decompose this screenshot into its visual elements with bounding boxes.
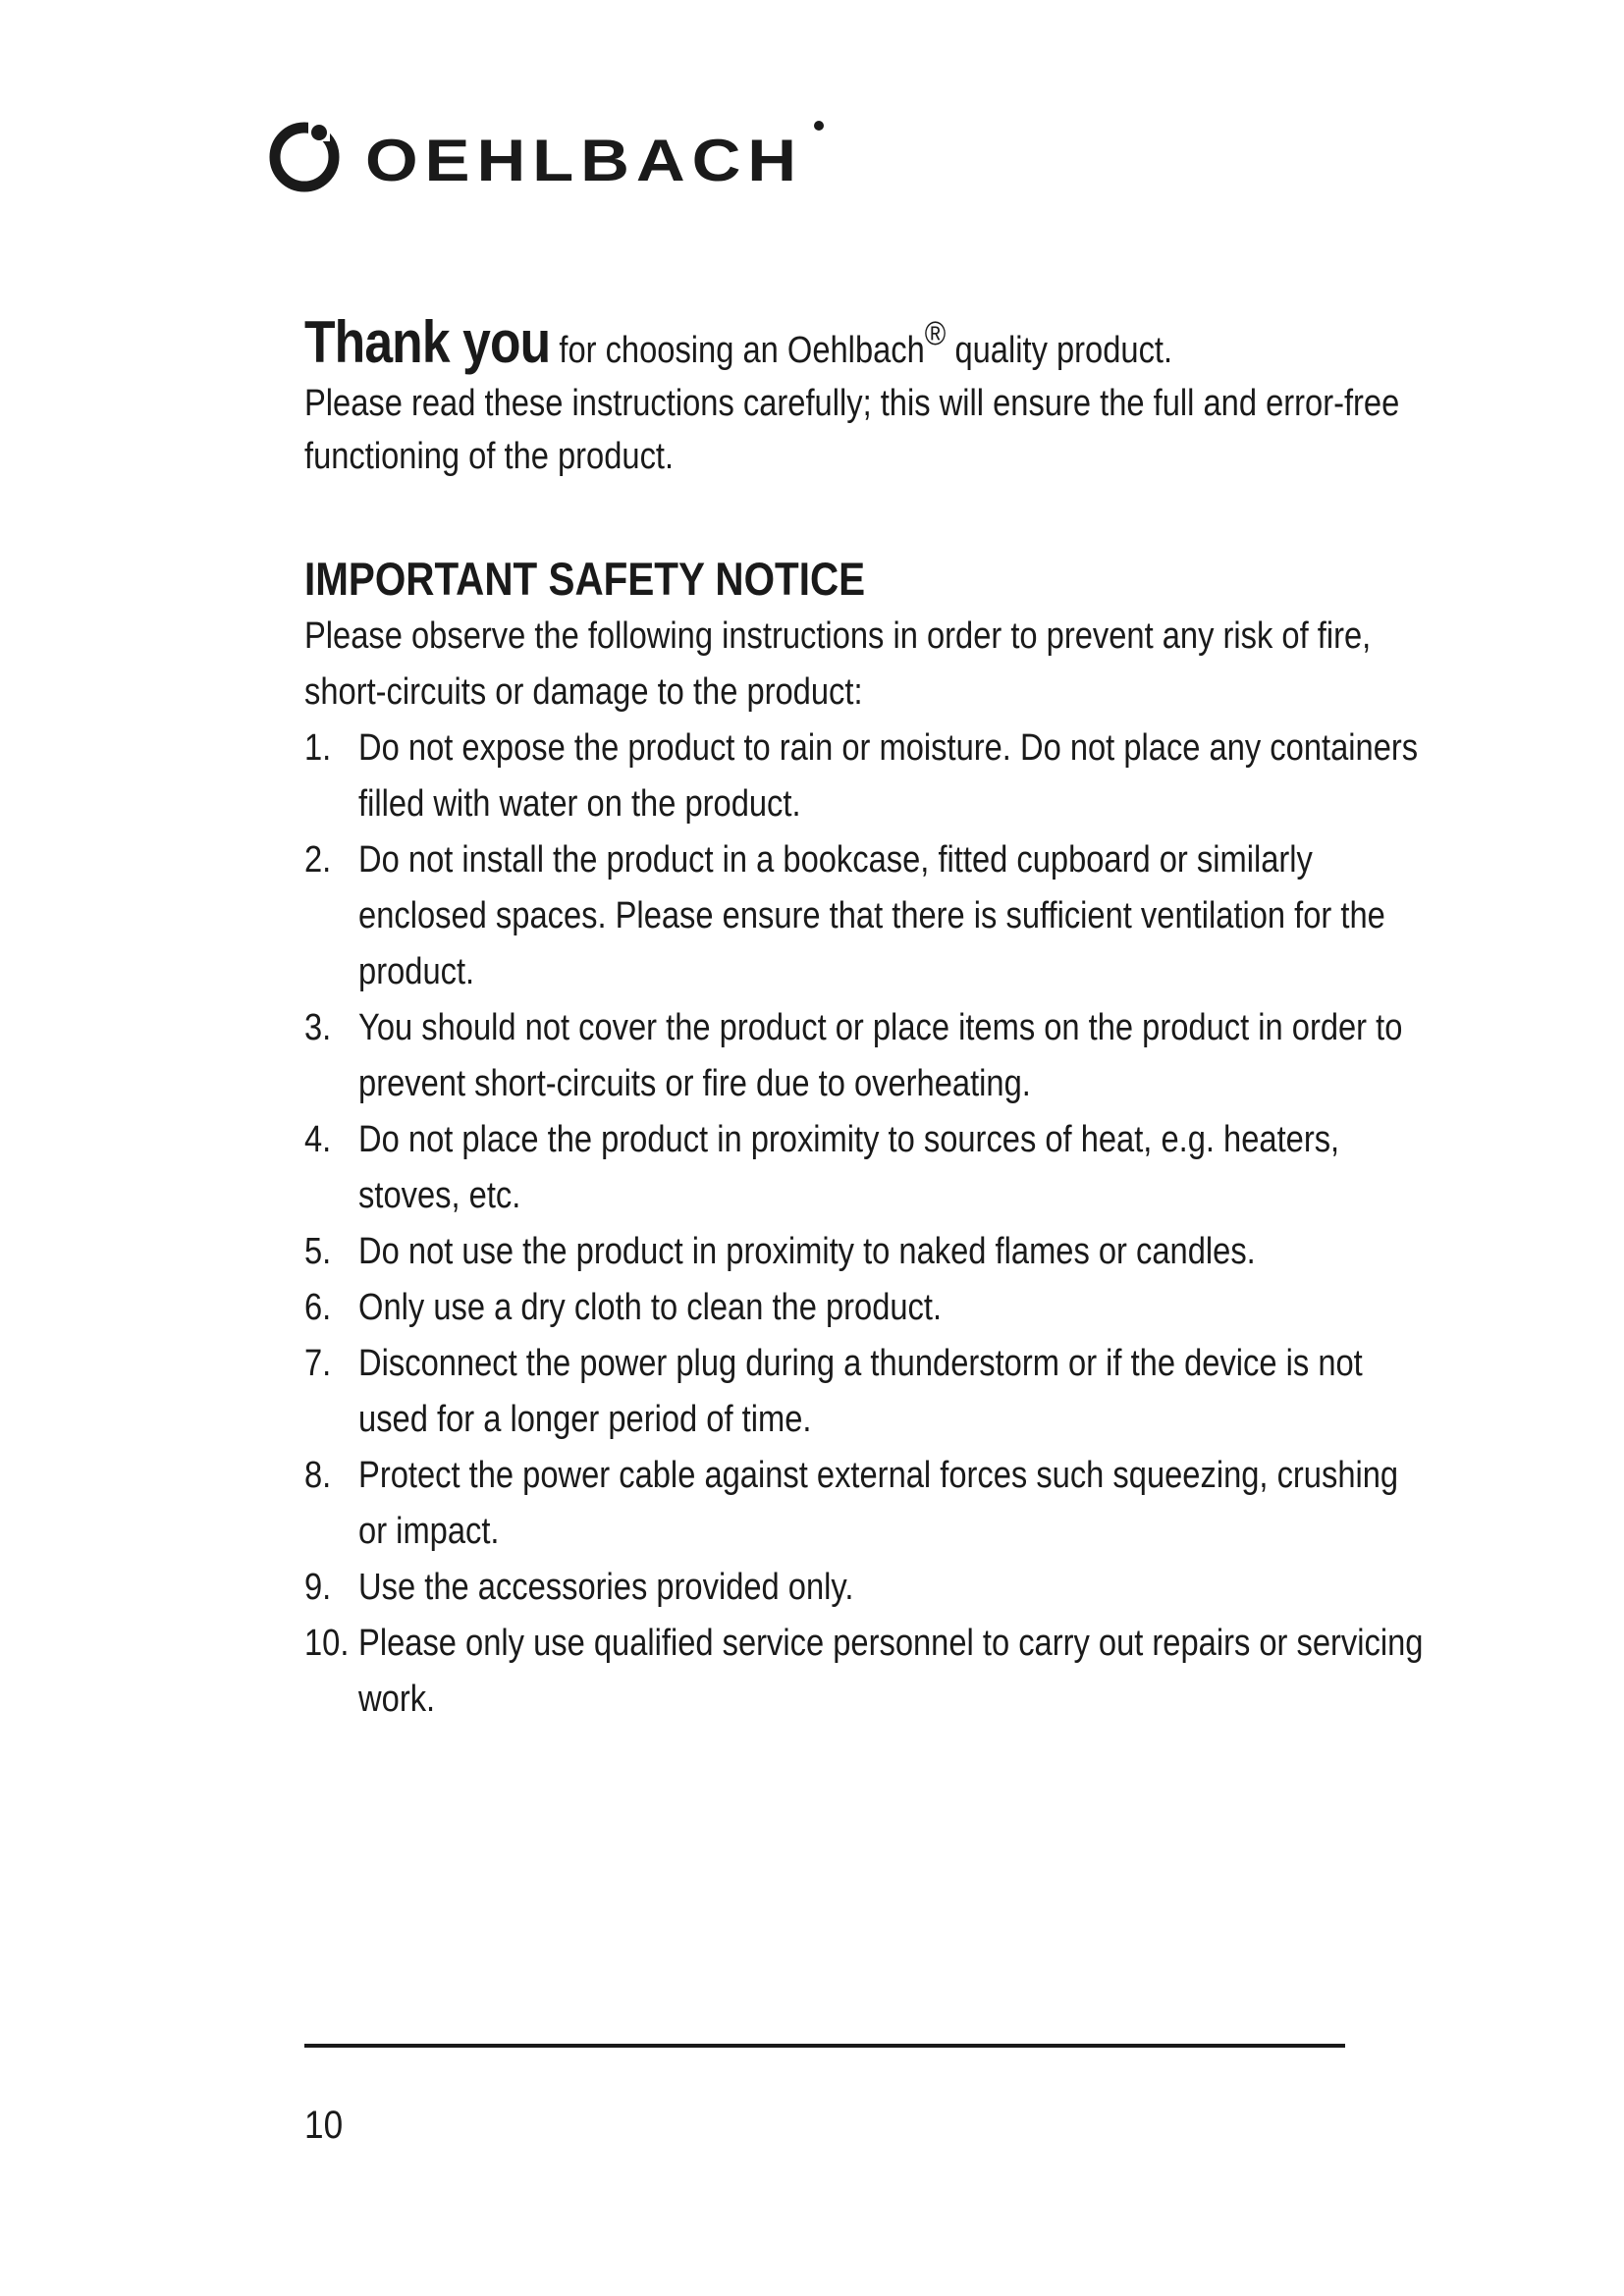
list-item-text: Do not install the product in a bookcase, fitted cupboard or similarly enclosed spaces. Please ensure that there is sufficient ventilation for the product. [358,839,1385,992]
list-item-number: 8. [304,1455,332,1496]
list-item [304,1616,1425,1728]
footer-divider [304,2044,1345,2048]
oehlbach-logo [265,116,835,194]
list-item-number: 3. [304,1007,332,1048]
brand-wordmark: OEHLBACH [365,128,803,193]
list-item-number: 4. [304,1119,332,1160]
list-item [304,1224,1425,1280]
list-item [304,832,1425,1000]
main-content [304,309,1424,1728]
list-item-number: 9. [304,1567,332,1608]
list-item-number: 7. [304,1343,332,1384]
thank-you-heading: Thank you [304,309,551,375]
list-item [304,1000,1425,1112]
list-item-text: Disconnect the power plug during a thunderstorm or if the device is not used for a longer period of time. [358,1343,1363,1440]
registered-mark: ® [924,315,947,352]
list-item-text: Do not place the product in proximity to sources of heat, e.g. heaters, stoves, etc. [358,1119,1340,1216]
registered-dot [814,121,824,131]
intro-line1-post: quality product. [946,330,1173,371]
safety-notice-title: IMPORTANT SAFETY NOTICE [304,553,866,605]
list-item-number: 10. [304,1623,350,1664]
list-item-text: Do not use the product in proximity to naked flames or candles. [358,1231,1256,1272]
list-item-number: 2. [304,839,332,881]
list-item [304,1336,1425,1448]
list-item-number: 5. [304,1231,332,1272]
list-item [304,721,1425,832]
intro-paragraph [304,309,1425,483]
list-item-number: 1. [304,727,332,769]
intro-body: Please read these instructions carefully; this will ensure the full and error-free functioning of the product. [304,383,1400,477]
list-item [304,1448,1425,1560]
list-item-text: Use the accessories provided only. [358,1567,854,1608]
intro-line1-pre: for choosing an Oehlbach [550,330,925,371]
safety-notice-lead: Please observe the following instructions in order to prevent any risk of fire, short-circuits or damage to the product: [304,615,1372,713]
list-item-text: Only use a dry cloth to clean the product. [358,1287,943,1328]
list-item-text: Do not expose the product to rain or moisture. Do not place any containers filled with water on the product. [358,727,1419,825]
list-item-text: You should not cover the product or place items on the product in order to prevent short-circuits or fire due to overheating. [358,1007,1403,1104]
list-item-number: 6. [304,1287,332,1328]
oehlbach-ring-logo-icon [275,120,334,187]
list-item [304,1280,1425,1336]
safety-instructions-list [304,721,1425,1728]
list-item-text: Protect the power cable against external forces such squeezing, crushing or impact. [358,1455,1399,1552]
list-item [304,1112,1425,1224]
list-item [304,1560,1425,1616]
page-number: 10 [304,2104,344,2147]
list-item-text: Please only use qualified service personnel to carry out repairs or servicing work. [358,1623,1424,1720]
